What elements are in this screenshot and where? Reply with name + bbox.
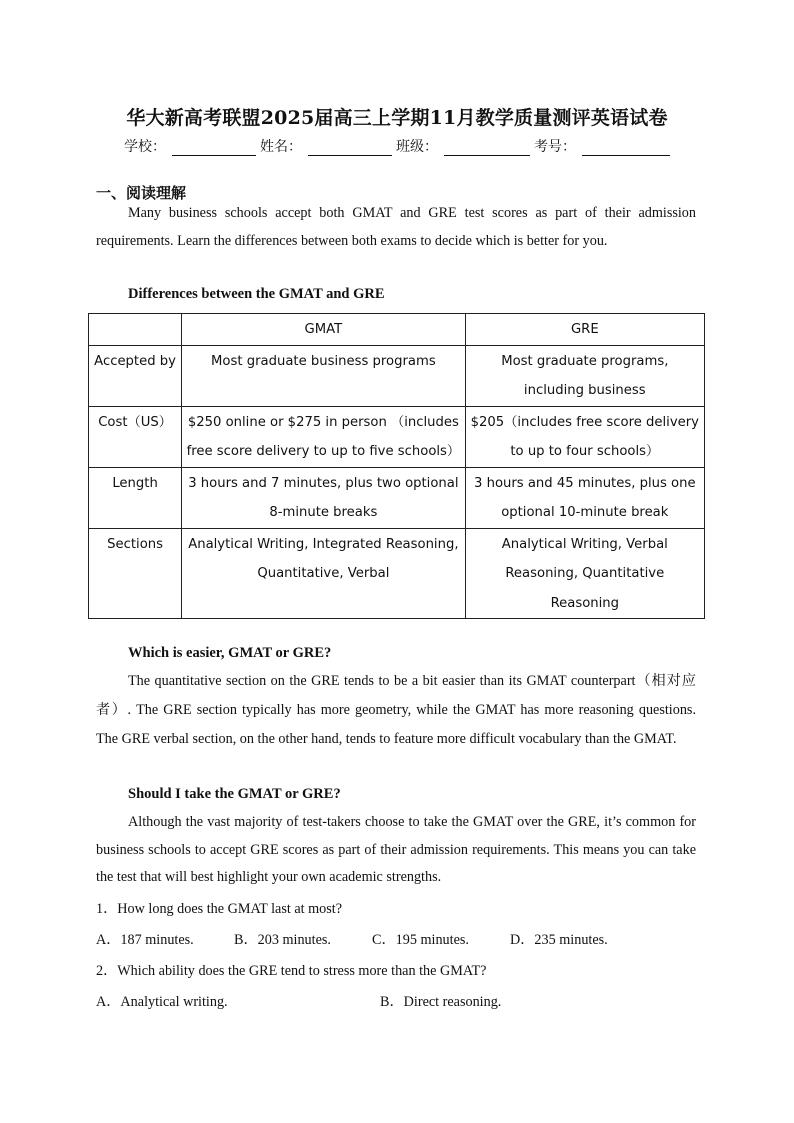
school-blank — [172, 141, 256, 156]
question-2-options — [96, 991, 664, 1011]
option-d[interactable]: D．235 minutes. — [510, 932, 608, 948]
table-header-row — [89, 314, 705, 346]
gmat-cell: Analytical Writing, Integrated Reasoning, Quantitative, Verbal — [182, 528, 465, 619]
option-b[interactable]: B．Direct reasoning. — [380, 994, 502, 1010]
comparison-table — [88, 313, 705, 619]
option-b[interactable]: B．203 minutes. — [234, 932, 331, 948]
table-row — [89, 406, 705, 467]
name-label: 姓名： — [260, 139, 302, 155]
student-info-line — [124, 136, 674, 156]
table-row — [89, 467, 705, 528]
section-heading: 一、阅读理解 — [96, 184, 187, 202]
row-label-cell: Sections — [89, 528, 182, 619]
exam-title: 华大新高考联盟2025届高三上学期11月教学质量测评英语试卷 — [126, 107, 668, 129]
gmat-cell: $250 online or $275 in person （includes free score delivery to up to five schools） — [182, 406, 465, 467]
subheading-choose: Should I take the GMAT or GRE? — [128, 786, 341, 802]
intro-paragraph: Many business schools accept both GMAT and GRE test scores as part of their admission requirements. Learn the differences between both exams to decide which is better for you. — [96, 205, 696, 249]
question-1-stem: 1．How long does the GMAT last at most? — [96, 901, 343, 917]
school-label: 学校： — [124, 139, 166, 155]
option-c[interactable]: C．195 minutes. — [372, 932, 469, 948]
row-label-cell: Cost（US） — [89, 406, 182, 467]
number-blank — [582, 141, 670, 156]
row-label-cell: Accepted by — [89, 345, 182, 406]
row-label-cell: Length — [89, 467, 182, 528]
subheading-easier: Which is easier, GMAT or GRE? — [128, 645, 332, 661]
header-cell — [89, 314, 182, 346]
question-1-options — [96, 929, 648, 949]
gre-cell: $205（includes free score delivery to up to four schools） — [465, 406, 704, 467]
table-row — [89, 528, 705, 619]
gre-cell: Analytical Writing, Verbal Reasoning, Quantitative Reasoning — [465, 528, 704, 619]
number-label: 考号： — [534, 139, 576, 155]
table-row — [89, 345, 705, 406]
table-title: Differences between the GMAT and GRE — [128, 286, 385, 302]
gre-cell: Most graduate programs, including business — [465, 345, 704, 406]
paragraph-choose: Although the vast majority of test-takers choose to take the GMAT over the GRE, it’s common for business schools to accept GRE scores as part of their admission requirements. This means you can take the test that will best highlight your own academic strengths. — [96, 814, 696, 885]
gmat-cell: 3 hours and 7 minutes, plus two optional 8-minute breaks — [182, 467, 465, 528]
class-blank — [444, 141, 530, 156]
gre-cell: 3 hours and 45 minutes, plus one optional 10-minute break — [465, 467, 704, 528]
question-2-stem: 2．Which ability does the GRE tend to stress more than the GMAT? — [96, 963, 487, 979]
paragraph-easier: The quantitative section on the GRE tends to be a bit easier than its GMAT counterpart（相对应者）. The GRE section typically has more geometry, while the GMAT has more reasoning questions. The GRE verbal section, on the other hand, tends to feature more difficult vocabulary than the GMAT. — [96, 673, 696, 747]
class-label: 班级： — [396, 139, 438, 155]
option-a[interactable]: A．187 minutes. — [96, 932, 194, 948]
header-cell: GMAT — [182, 314, 465, 346]
option-a[interactable]: A．Analytical writing. — [96, 994, 228, 1010]
name-blank — [308, 141, 392, 156]
gmat-cell: Most graduate business programs — [182, 345, 465, 406]
header-cell: GRE — [465, 314, 704, 346]
